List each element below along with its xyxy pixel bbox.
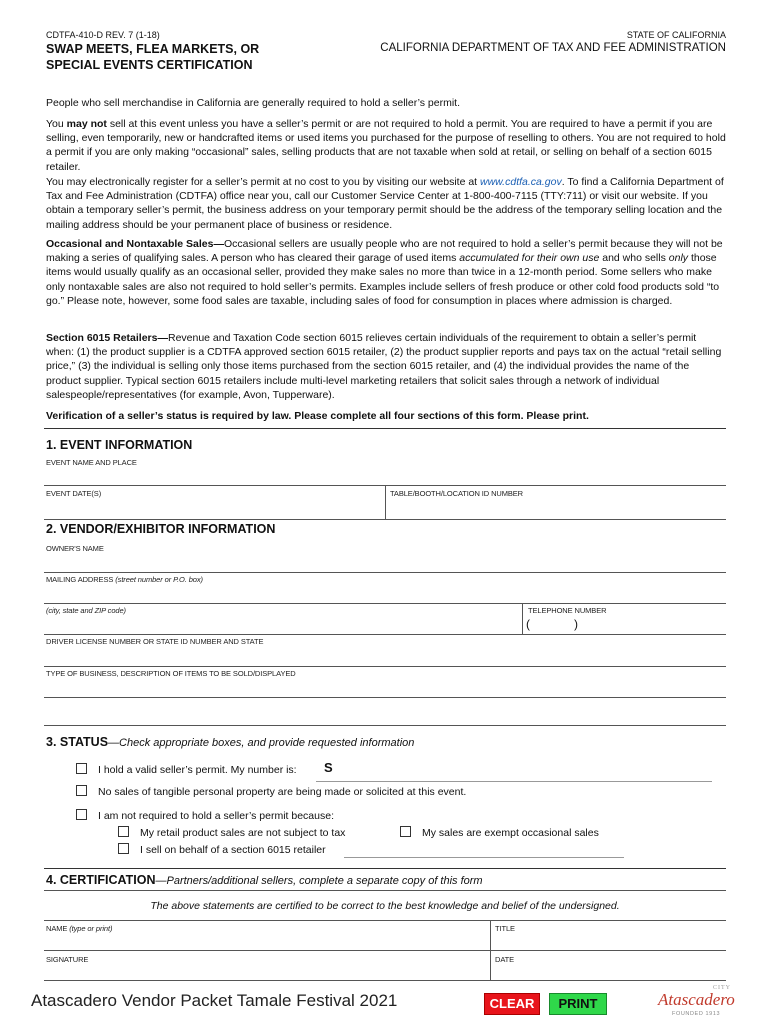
phone-close-paren: ) [574, 617, 578, 631]
cert-top-rule [44, 920, 726, 921]
license-rule [44, 666, 726, 667]
date-field[interactable] [493, 964, 726, 979]
name-field[interactable] [44, 933, 489, 949]
section4-rule [44, 890, 726, 891]
business-type-field-2[interactable] [44, 700, 726, 724]
title-field[interactable] [493, 933, 726, 949]
section1-bottom-rule [44, 519, 726, 520]
event-name-label: EVENT NAME AND PLACE [46, 458, 137, 467]
section-6015-paragraph [46, 331, 726, 402]
form-title-line2: SPECIAL EVENTS CERTIFICATION [46, 58, 253, 72]
retailer-6015-name-field[interactable] [344, 842, 622, 856]
driver-license-label: DRIVER LICENSE NUMBER OR STATE ID NUMBER AND STATE [46, 637, 264, 646]
event-dates-label: EVENT DATE(S) [46, 489, 102, 498]
p4-bold: Occasional and Nontaxable Sales— [46, 238, 224, 250]
telephone-label: TELEPHONE NUMBER [528, 606, 607, 615]
section2-heading: 2. VENDOR/EXHIBITOR INFORMATION [46, 522, 276, 536]
permit-number-field[interactable] [338, 762, 710, 780]
permit-number-rule [316, 781, 712, 782]
cert-middle-rule [44, 950, 726, 951]
p4-text-a: Occasional sellers are usually people who are not required to hold a seller’s permit because they will not be making a series of qualifying sales. A person who has cleared their garage of used items [46, 238, 723, 265]
not-required-checkbox[interactable] [76, 809, 87, 820]
driver-license-field[interactable] [44, 646, 726, 665]
cdtfa-link[interactable]: www.cdtfa.ca.gov [480, 176, 562, 188]
p4-text-c: those items would usually qualify as an occasional seller, provided they make sales no more than twice in a 12-month period. Some sellers who make only nontaxable sales are also not required to hold seller’s permits. Examples include sellers of fresh produce or other cold food products sold “to go.” Please note, however, some food sales are taxable, including sales of food for consumption in places where admission is charged. [46, 252, 720, 307]
name-label-a: NAME [46, 924, 70, 933]
section3-heading-note: —Check appropriate boxes, and provide requested information [108, 737, 415, 749]
business-type-field-1[interactable] [44, 678, 726, 696]
section3-heading-text: 3. STATUS [46, 735, 109, 749]
p5-rest: Revenue and Taxation Code section 6015 relieves certain individuals of the requirement to obtain a seller’s permit when: (1) the product supplier is a CDTFA approved section 6015 retailer, (2) the product supplier reports and pays tax on the actual “retail selling price,” (3) the individual is selling only those items purchased from the section 6015 retailer, and (4) the individual provides the name of the product supplier. Typical section 6015 retailers include multi-level marketing retailers that solicit sales through a network of individual salespeople/representatives (for example, Avon, Tupperware). [46, 332, 722, 401]
signature-field[interactable] [44, 964, 489, 979]
section1-divider [385, 485, 386, 519]
title-label: TITLE [495, 924, 515, 933]
occasional-sales-option-label: My sales are exempt occasional sales [422, 827, 599, 839]
phone-divider [522, 603, 523, 634]
no-sales-option-label: No sales of tangible personal property are being made or solicited at this event. [98, 786, 467, 798]
business-rule-1 [44, 697, 726, 698]
p3-text-b: . To find a California Department of Tax and Fee Administration (CDTFA) office near you, call our Customer Service Center at 1-800-400-7115 (TTY:711) or visit our website. If you obtain a temporary seller’s permit, the business address on your temporary permit should be the address of the temporary selling location and the mailing address should be your permanent place of business or residence. [46, 176, 724, 231]
retailer-name-rule [344, 857, 624, 858]
verification-notice: Verification of a seller’s status is required by law. Please complete all four sections of this form. Please print. [46, 410, 589, 422]
permit-number-prefix: S [324, 760, 333, 775]
booth-id-label: TABLE/BOOTH/LOCATION ID NUMBER [390, 489, 523, 498]
form-id: CDTFA-410-D REV. 7 (1-18) [46, 30, 160, 40]
mailing-label-a: MAILING ADDRESS [46, 575, 116, 584]
section4-heading-text: 4. CERTIFICATION [46, 873, 156, 887]
not-taxable-option-label: My retail product sales are not subject to tax [140, 827, 346, 839]
occasional-sales-checkbox[interactable] [400, 826, 411, 837]
packet-title: Atascadero Vendor Packet Tamale Festival 2021 [31, 991, 398, 1010]
not-required-option-label: I am not required to hold a seller’s permit because: [98, 810, 334, 822]
mailing-address-label [46, 575, 203, 584]
event-dates-field[interactable] [44, 498, 384, 518]
p5-bold: Section 6015 Retailers— [46, 332, 168, 344]
p4-italic-1: accumulated for their own use [459, 252, 600, 265]
p2-lead: You [46, 118, 67, 130]
section1-top-rule [44, 428, 726, 429]
intro-paragraph-3 [46, 175, 726, 232]
print-button[interactable]: PRINT [549, 993, 607, 1015]
section4-heading-note: —Partners/additional sellers, complete a separate copy of this form [155, 875, 483, 887]
retailer-6015-checkbox[interactable] [118, 843, 129, 854]
permit-option-label: I hold a valid seller’s permit. My number is: [98, 764, 297, 776]
agency-name: CALIFORNIA DEPARTMENT OF TAX AND FEE ADMINISTRATION [380, 42, 726, 54]
phone-open-paren: ( [526, 617, 530, 631]
section4-heading [46, 873, 483, 887]
booth-id-field[interactable] [388, 498, 726, 518]
event-name-field[interactable] [44, 467, 726, 484]
intro-paragraph-1: People who sell merchandise in California are generally required to hold a seller’s permit. [46, 97, 460, 109]
section1-heading: 1. EVENT INFORMATION [46, 438, 193, 452]
city-state-zip-label [46, 606, 126, 615]
p4-text-b: and who sells [599, 252, 669, 265]
telephone-field[interactable] [532, 615, 726, 633]
cert-bottom-rule [44, 980, 726, 981]
city-logo [652, 985, 747, 1019]
city-label-text: (city, state and ZIP code) [46, 606, 126, 615]
owner-name-field[interactable] [44, 553, 726, 571]
mailing-address-field[interactable] [44, 584, 726, 602]
p3-text-a: You may electronically register for a seller’s permit at no cost to you by visiting our website at [46, 176, 481, 188]
intro-paragraph-2 [46, 117, 726, 174]
section4-top-rule [44, 868, 726, 869]
permit-checkbox[interactable] [76, 763, 87, 774]
no-sales-checkbox[interactable] [76, 785, 87, 796]
p4-italic-2: only [668, 252, 689, 265]
business-type-label: TYPE OF BUSINESS, DESCRIPTION OF ITEMS TO BE SOLD/DISPLAYED [46, 669, 296, 678]
clear-button[interactable]: CLEAR [484, 993, 540, 1015]
not-taxable-checkbox[interactable] [118, 826, 129, 837]
occasional-sales-paragraph [46, 237, 726, 308]
name-label-b: (type or print) [69, 924, 113, 933]
logo-main-text: Atascadero [658, 990, 735, 1009]
logo-bottom-text: FOUNDED 1913 [672, 1011, 721, 1017]
p2-bold: may not [66, 118, 107, 130]
retailer-6015-option-label: I sell on behalf of a section 6015 retailer [140, 844, 326, 856]
p2-rest: sell at this event unless you have a seller’s permit or are not required to hold a permit. You are required to have a permit if you are selling, even temporarily, new or handcrafted items or used items you purchased for the purpose of reselling to others. You are not required to hold a permit if you are only making “occasional” sales, selling products that are not taxable when sold at retail, or selling on behalf of a section 6015 retailer. [46, 118, 726, 173]
certification-statement: The above statements are certified to be correct to the best knowledge and belief of the undersigned. [150, 900, 620, 912]
name-label [46, 924, 112, 933]
city-state-zip-field[interactable] [44, 615, 521, 633]
owner-rule [44, 572, 726, 573]
date-label: DATE [495, 955, 515, 964]
form-title-line1: SWAP MEETS, FLEA MARKETS, OR [46, 42, 260, 56]
section3-heading [46, 735, 414, 749]
signature-label: SIGNATURE [46, 955, 89, 964]
state-label: STATE OF CALIFORNIA [626, 30, 726, 40]
mailing-rule [44, 603, 726, 604]
mailing-label-b: (street number or P.O. box) [115, 575, 203, 584]
owner-name-label: OWNER'S NAME [46, 544, 104, 553]
city-rule [44, 634, 726, 635]
business-rule-2 [44, 725, 726, 726]
logo-top-text: CITY [713, 985, 731, 991]
